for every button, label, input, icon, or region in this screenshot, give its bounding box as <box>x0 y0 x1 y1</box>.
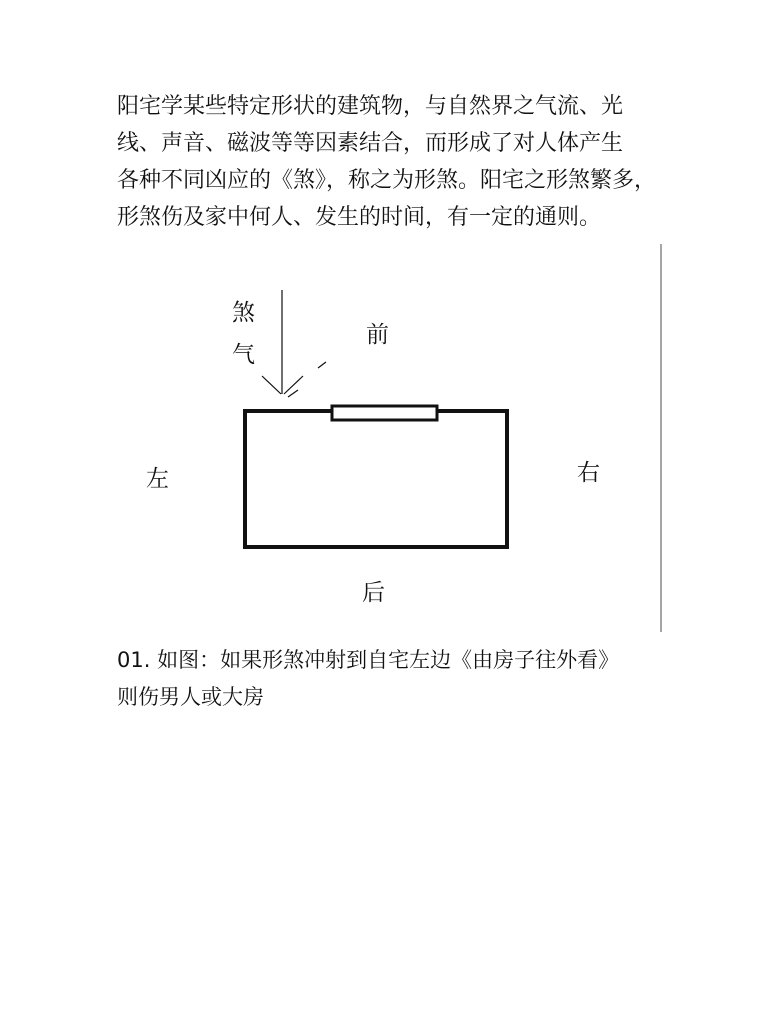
intro-line-3: 各种不同凶应的《煞》，称之为形煞。阳宅之形煞繁多， <box>117 168 657 193</box>
intro-line-1: 阳宅学某些特定形状的建筑物，与自然界之气流、光 <box>117 94 624 119</box>
right-label: 右 <box>577 460 600 486</box>
item-1-paragraph <box>117 642 677 716</box>
sha-label: 煞 <box>232 300 255 326</box>
qi-label: 气 <box>232 342 255 368</box>
intro-paragraph <box>117 88 677 236</box>
front-label: 前 <box>366 322 389 348</box>
house-outline <box>245 411 507 547</box>
front-door <box>332 406 437 420</box>
item-1-line-2: 则伤男人或大房 <box>117 685 264 709</box>
sha-arrow-icon <box>262 290 326 397</box>
item-1-line-1: 01. 如图：如果形煞冲射到自宅左边《由房子往外看》 <box>117 648 620 672</box>
house-sha-diagram <box>0 240 768 640</box>
back-label: 后 <box>362 580 385 606</box>
intro-line-2: 线、声音、磁波等等因素结合，而形成了对人体产生 <box>117 131 624 156</box>
intro-line-4: 形煞伤及家中何人、发生的时间，有一定的通则。 <box>117 205 602 230</box>
left-label: 左 <box>146 466 169 492</box>
